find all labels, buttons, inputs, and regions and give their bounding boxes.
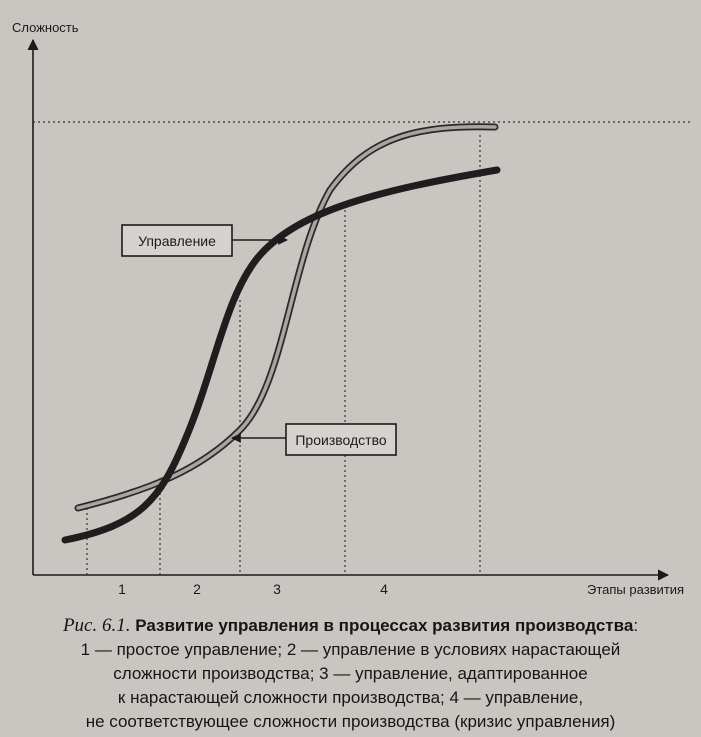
figure-caption [20,614,681,734]
production-label-text: Производство [295,432,387,448]
figure-label: Рис. 6.1. [62,615,131,636]
figure-title: Развитие управления в процессах развития производства [135,616,634,635]
stage-label: 2 [193,581,201,597]
x-axis-label: Этапы развития [587,582,685,597]
management-label-text: Управление [138,233,216,249]
caption-line: к нарастающей сложности производства; 4 — управление, [117,688,584,707]
caption-title-line [20,614,681,638]
stage-label: 3 [273,581,281,597]
stage-label: 4 [380,581,388,597]
caption-line: не соответствующее сложности производства (кризис управления) [85,712,616,731]
y-axis-label: Сложность [12,20,79,35]
caption-line: 1 — простое управление; 2 — управление в условиях нарастающей [80,640,621,659]
caption-line: сложности производства; 3 — управление, адаптированное [113,664,588,683]
figure-title-end: : [633,616,639,635]
production-label [232,424,396,455]
stage-label: 1 [118,581,126,597]
